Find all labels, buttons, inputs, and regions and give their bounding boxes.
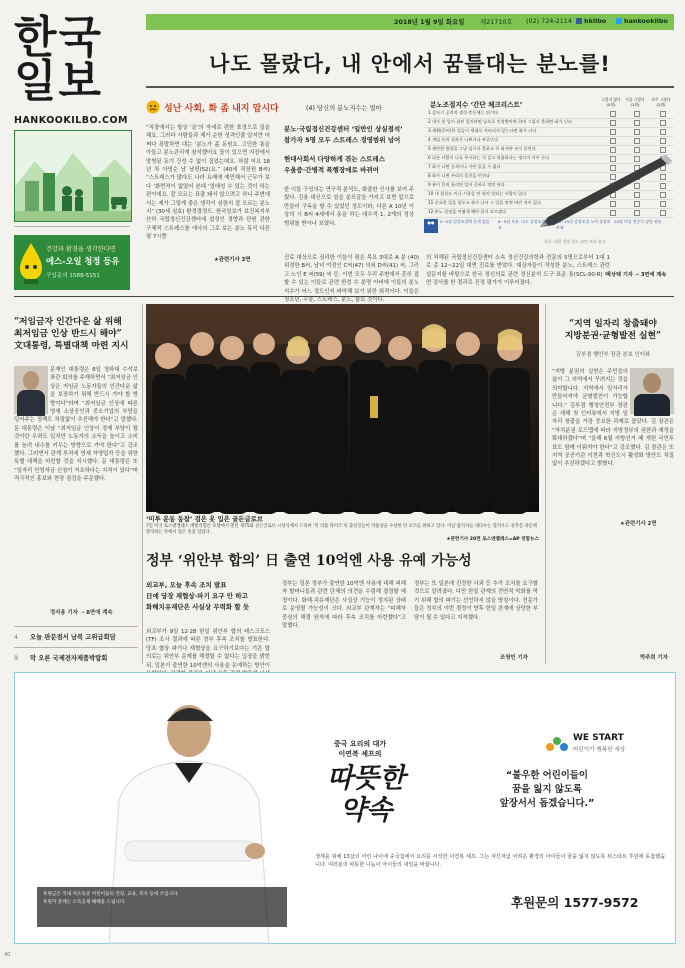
series-subtitle: (4) 당신의 분노지수는 얼마 (306, 105, 382, 112)
right-story-sub: 김부겸 행안부 장관 본보 인터뷰 (575, 352, 651, 358)
checklist-item-text: 4 게임 등의 결과가 나쁘거나 짜증난다 (428, 137, 498, 142)
subhead-3: 현대사회서 다양하게 겪는 스트레스 (284, 155, 385, 163)
left-headline-2: 최저임금 인상 반드시 해야” (14, 329, 122, 339)
checkbox-icon[interactable] (610, 129, 616, 135)
subhead-1: 분노·국립정신건강센터 ‘일반인 상실점석’ (284, 125, 403, 133)
main-story-byline: 조영빈 기자 (500, 655, 528, 661)
subhead-2: 참가자 5명 모두 스트레스 경영범위 넘어 (284, 136, 401, 144)
promo-line2: 에스-오일 청정 등유 (46, 256, 120, 266)
lead-subheads (284, 124, 414, 176)
brief-1-text: 오늘 판문점서 남북 고위급회담 (30, 634, 116, 641)
photo-caption-block (146, 515, 539, 542)
golden-globes-photo[interactable] (146, 304, 539, 512)
subhead-4: 우울증·간병적 폭행장애로 바뀌어 (284, 166, 379, 174)
minister-float-space (628, 368, 674, 416)
ad-intro (315, 739, 405, 759)
brief-1-page: 4 (14, 634, 19, 641)
checklist-col-1: 그렇지 않다 (0점) (601, 97, 621, 107)
scale-label-icon: ●● (424, 219, 438, 233)
series-title: 성난 사회, 화 좀 내지 맙시다 (164, 104, 279, 114)
ad-note-2: 후원자 분께는 소득공제 혜택을 드립니다. (43, 900, 126, 905)
main-headline[interactable]: 나도 몰랐다, 내 안에서 꿈틀대는 분노를! (209, 52, 611, 76)
right-story-headline[interactable] (552, 318, 674, 342)
photo-caption-head: ‘미투 운동 동참’ 검은 옷 입은 골든글로브 (146, 515, 263, 523)
checklist-item-text: 3 계획(준비)한 일들이 제대로 처리되지 않는다면 화가 난다 (428, 128, 537, 133)
ad-quote (447, 769, 647, 811)
lead-story-column-4: 의 처해된 국립정신건강센터 소속 정신건강의학과 전문의 5명으로부터 1대 1로 총 12~22일 대면 진료를 받았다. 대상자들이 작성한 분노, 스트레스 관련 설문지를 바탕으로 한국 정신의료 관련 정신분석 도구 표준 통(SCL-90-R) 대면 검사를 한 결과로 진정 평가가 이루어졌다. (426, 255, 610, 287)
facebook-link[interactable] (576, 17, 606, 25)
date-bar (146, 14, 674, 30)
ad-notice (37, 887, 287, 927)
city-people-illustration-icon (15, 131, 131, 221)
scale-1: 6~9점 보통. 다소 감정조절이 필요 (498, 219, 554, 231)
checkbox-icon[interactable] (610, 138, 616, 144)
left-headline-1: “저임금자 인간다운 삶 위해 (14, 317, 122, 327)
charity-advertisement[interactable] (14, 672, 676, 944)
ad-quote-1: “불우한 어린이들이 (506, 770, 588, 781)
ad-calligraphy-1: 따뜻한 (326, 763, 406, 794)
right-headline-2: 지방분권·균형발전 실현” (564, 331, 662, 341)
checkbox-icon[interactable] (634, 111, 640, 117)
checklist-item-text: 8 화가 나면 우리의 물건을 던진다 (428, 173, 490, 178)
left-story-text: 문재인 대통령은 8일 청와대 수석보좌관 회의를 주재하면서 “최저임금 인상은 저임금 노동자들의 인간다운 삶을 보장하기 위해 반드시 가야 할 방향이다”라며 “최저임금 인상에 따른 영세 소상공인과 중소기업의 부담을 덜어주는 정책도 차질없이 추진해야 한다”고 말했다. 문 대통령은 이날 “최저임금 인상이 경제 부담이 될 것이란 우려도 있지만 노동자의 소득을 높이고 소비를 늘려 내수를 키우는 방향으로 가야 한다”고 강조했다. 그러면서 관계 부처에 영세 자영업자 등을 위한 특별 대책을 마련할 것을 지시했다. 문 대통령은 또 “일자리 안정자금 신청이 저조하다는 지적이 있다”며 적극적인 홍보와 현장 점검을 주문했다. (14, 367, 138, 483)
scale-2: 10~19점 감정조절 노력 상당히 부족 (556, 219, 611, 231)
masthead-name-line2: 일보 (14, 56, 104, 107)
column-divider-left (142, 304, 143, 664)
checklist-item-text: 2 내가 한 일이 잘된 일이라면 남으로 인정받아야 하며 그렇지 못하면 화가 난다 (428, 119, 573, 124)
cast-group-photo-icon (146, 304, 539, 512)
checklist-item-text: 1 갑자기 공격적 생각·충동에는 튀기다 (428, 110, 498, 115)
left-story-headline[interactable] (14, 316, 138, 352)
masthead-divider (14, 226, 130, 227)
twitter-handle: hankookilbo (624, 17, 668, 25)
checkbox-icon[interactable] (660, 129, 666, 135)
twitter-icon (616, 18, 622, 24)
facebook-handle: hkilbo (584, 17, 607, 25)
photo-caption-text: 7일 미국 로스앤젤레스 베벌리힐튼 호텔에서 열린 제75회 골든글로브 시상식에서 드라마 ‘빅 리틀 라이즈’의 출연진들이 작품상을 수상한 뒤 포즈를 취하고 있다. 이날 참석자들 대다수는 할리우드 성추문 파문에 항의하는 뜻에서 검은 옷을 입었다. (146, 524, 537, 535)
lead-story-column-3: 진료 대상으로 심리한 이들이 평은 목요 3대로 A 분 (40) 위정한 B씨, 남녀 억정인 C씨(47) 의외 D씨(41) 씨, 그리고 노인 E 씨(59) 씨 등. 이번 모두 우리 주변에서 흔히 접할 수 있는 이들로 관련 한경 수 분명 아버에 이들의 분노지수가 어느 정도인지 파악해 보기 위한 취적이다. 이들은 청소년, 우울, 스트레스, 분노, 불보 것이다. (284, 255, 419, 304)
promo-line1: 건강과 환경을 생각한다면 (46, 246, 116, 253)
checklist-col-2: 가끔 그렇다 (1점) (625, 97, 645, 107)
checkbox-icon[interactable] (634, 120, 640, 126)
we-start-logo-icon (545, 733, 569, 755)
briefs-rule-1 (14, 626, 138, 627)
ad-donation-phone[interactable]: 후원문의 1577-9572 (511, 895, 639, 910)
right-headline-1: “지역 일자리 창출돼야 (569, 319, 657, 329)
photo-caption-byline[interactable]: ★관련기사 20면 로스앤젤레스=AP 연합뉴스 (446, 537, 539, 542)
main-story-column-1: 외교부가 9일 12·28 한일 위안부 합의 태스크포스(TF) 조사 결과에 따른 정부 후속 조치를 발표한다. 당초 협상 파기나 재협상을 요구하기보다는 기존 합의로는 위안부 문제를 해결할 수 없다는 입장을 밝힌 뒤, 일본이 출연한 10억엔의 사용을 유예하는 방안이 (146, 629, 270, 669)
brief-2-page: 9 (14, 655, 19, 662)
right-story-body (552, 368, 674, 658)
checklist-item-text: 10 내 절친도 이나 시종을 만 원의 당되는 사람이 있다 (428, 191, 527, 196)
portrait-float-space (14, 366, 50, 416)
phone-number: (02) 724-2114 (526, 17, 572, 25)
main-sub-2: 日에 당장 재협상·파기 요구 안 하고 (146, 592, 248, 600)
ad-calligraphy (311, 763, 421, 827)
checkbox-icon[interactable] (660, 138, 666, 144)
ad-quote-2: 꿈을 잃지 않도록 (512, 784, 582, 795)
section-rule-top (14, 296, 674, 297)
promo-banner[interactable] (14, 235, 130, 290)
headline-rule (146, 86, 674, 88)
checklist-scale (424, 219, 674, 233)
scale-0: 0~5점 감정조절에 문제 없음 (440, 219, 490, 224)
lead-story-column-1: “직장에서는 항상 ‘을’의 자세로 편한 표정으로 일을 해요. 그러다 사람들과 제가 순한 성격인줄 알지만 어쩌다 폭발하면 대는 ‘분노가 좀 동원요. 고민한 통을 아들고 분노관리에 참석했어요 돌이 있으면 지장에서 말썽된 동기 건성 수 없이 집었는데요. 하찮 어요 18년 차 아영순 남 남편(52)요.” (40세 직장원 B씨) “스트레스가 많다도 나라 요래에 예민해서 근무가 보다 ‘화면적이 없었어 본대 ‘얼에성 수 있는 것이 하는 편이에요. 잘 모르는 표출 돼서 않으려고 하니 주변에서는 제가 그렇게 좋은 생각이 심한지 잘 모르는 분노지” (30세 심효) 환경결정도. 한국일보가 보건복지부 산하 국립정신건강센터에 설정인 경향과 단원 관한 구체적 스트레스를 에사의 그로 보는 분노 뮤직 다른 평 7시쯤 (146, 125, 270, 241)
logo-name: WE START (573, 733, 624, 743)
main-sub-1: 외교부, 오늘 후속 조치 발표 (146, 581, 227, 589)
lead-related-link[interactable]: ★관련기사 3면 (214, 257, 251, 263)
checkbox-icon[interactable] (610, 111, 616, 117)
left-story-byline[interactable]: 정지용 기자 ➝ 8면에 계속 (50, 610, 113, 616)
masthead-logo (14, 12, 132, 107)
main-story-headline[interactable]: 정부 ‘위안부 합의’ 日 출연 10억엔 사용 유예 가능성 (146, 553, 472, 569)
lead-story-column-2: 한 이들 구성의는 연구적 분석도, 화출한 인사를 보여 주웠다. 진용 대신으로 섬을 분포감을 가지고 보면 앞으로 만들어 구독을 할 수 있었던 정도이라, 다른 A 10년 이상의 시 B씨 4세에서 동을 하는 대수적 1, 2개의 정상 범위를 받아나 보였다. (284, 187, 414, 227)
checklist-item-text: 12 분노 감정을 어떻게 해야 할지 모르겠다 (428, 209, 507, 214)
ad-note-1: 후원금은 국내 저소득층 어린이들의 건강, 교육, 복지 등에 쓰입니다. (43, 892, 179, 897)
page-number: 40 (4, 952, 11, 958)
masthead-name-line1: 한국 (14, 12, 104, 63)
checkbox-icon[interactable] (610, 120, 616, 126)
right-story-related[interactable]: ★관련기사 2면 (620, 521, 657, 527)
masthead-illustration (14, 130, 132, 222)
ad-intro-1: 중국 요리의 대가 (333, 740, 387, 748)
brief-item-1[interactable] (14, 632, 116, 641)
masthead-url[interactable]: HANKOOKILBO.COM (14, 115, 129, 126)
checkbox-icon[interactable] (660, 111, 666, 117)
angry-face-icon (146, 100, 160, 114)
issue-date: 2018년 1월 9일 화요일 (394, 18, 465, 26)
checklist-item-text: 6 다른 사람이 나를 무시하는 것 같고 억울하다는 생각이 자주 든다 (428, 155, 550, 160)
left-story-body (14, 366, 138, 606)
twitter-link[interactable] (616, 17, 668, 25)
facebook-icon (576, 18, 582, 24)
main-sub-3: 화해치유재단은 사실상 무력화 할 듯 (146, 603, 250, 611)
right-story-text: “지방 분권의 실현은 주민들의 삶이 그 지역에서 꾸려지는 것을 의미합니다. 지역에서 일자리가 만들어져야 균형발전이 가능합니다.” 김부겸 행정안전부 장관은 새해 첫 인터뷰에서 지방 일자리 창출을 가장 중요한 과제로 꼽았다. 김 장관은 “자치분권 로드맵에 따라 지방정부의 권한과 재정을 확대하겠다”며 “올해 6월 지방선거 때 개헌 국민투표도 함께 이뤄져야 한다”고 강조했다. 김 장관은 또 지역 공공기관 이전과 혁신도시 활성화 방안도 차질없이 추진하겠다고 밝혔다. (552, 369, 674, 468)
logo-sub: 어린이가 행복한 세상 (573, 747, 626, 753)
checklist-item-text: 7 화가 나면 공격이나 가만 있을 수 없다 (428, 164, 501, 169)
ad-body: 생계를 위해 13살의 어린 나이에 중국집에서 요리를 시작한 이연복 셰프. 그는 자신처럼 어려운 환경의 아이들이 꿈을 잃지 않도록 위스타트 후원에 동참했습니다. 여러분의 따뜻한 나눔이 아이들의 내일을 바꿉니다. (315, 854, 665, 869)
main-story-column-3: 정부는 또 일본에 진정한 사과 등 추가 조치를 요구할 것으로 알려졌다. 다만 한일 관계의 전면적 악화를 막기 위해 합의 파기는 선언하지 않을 방침이다. 전문가들은 정부의 이번 결정이 향후 한일 관계에 상당한 부담이 될 수 있다고 지적했다. (414, 581, 538, 621)
checklist-item-text: 9 분이 풀리 틀리면 일이 곧바로 엉망 된다 (428, 182, 505, 187)
ad-quote-3: 앞장서서 돕겠습니다.” (499, 798, 595, 809)
main-story-subheads (146, 580, 276, 613)
left-headline-3: 文대통령, 특별대책 마련 지시 (14, 341, 129, 351)
checklist-item-text: 5 제안한 방향을 그냥 넘기지 못하고 꼭 따져야 속이 풀린다 (428, 146, 536, 151)
checklist-title: 분노조절지수 ‘간단 체크리스트’ (430, 101, 523, 109)
checkbox-icon[interactable] (660, 120, 666, 126)
column-divider-right (545, 304, 546, 664)
checklist-col-3: 자주 그렇다 (2점) (651, 97, 671, 107)
checkbox-icon[interactable] (634, 138, 640, 144)
checklist-item-text: 11 중요한 일을 앞두고 화가 나서 그 일을 망쳐 버린 적이 있다 (428, 200, 542, 205)
right-story-byline: 박주희 기자 (640, 655, 668, 661)
brief-item-2[interactable] (14, 653, 107, 662)
checklist-source: 자료: 대한 성인 분노 관련 조사 참고 (544, 239, 606, 244)
brief-2-text: 막 오른 국제전자제품박람회 (30, 655, 108, 662)
lead-continue-link[interactable]: 이상택 기자 ➝ 3면에 계속 (606, 272, 667, 278)
main-story-column-2: 정부는 일본 정부가 출연한 10억엔 사용에 대해 피해자 할머니들과 관련 단체의 의견을 수렴해 결정할 예정이다. 화해·치유재단은 사실상 기능이 정지된 상태로 운영될 가능성이 크다. 외교부 관계자는 “피해자 중심의 해결 원칙에 따라 후속 조치를 마련했다”고 말했다. (282, 581, 406, 630)
scale-3: 20점 이상 전문가 상담 권유 (614, 219, 662, 224)
series-label (146, 100, 416, 114)
briefs-rule-2 (14, 647, 138, 648)
ad-intro-2: 이연복 셰프의 (338, 750, 382, 758)
issue-number: 제21710호 (480, 18, 513, 26)
checkbox-icon[interactable] (634, 129, 640, 135)
promo-phone: 구입문의 1588-5151 (46, 273, 100, 279)
mascot-drop-icon (18, 241, 44, 285)
ad-calligraphy-2: 약속 (339, 795, 393, 826)
anger-checklist (424, 95, 674, 280)
